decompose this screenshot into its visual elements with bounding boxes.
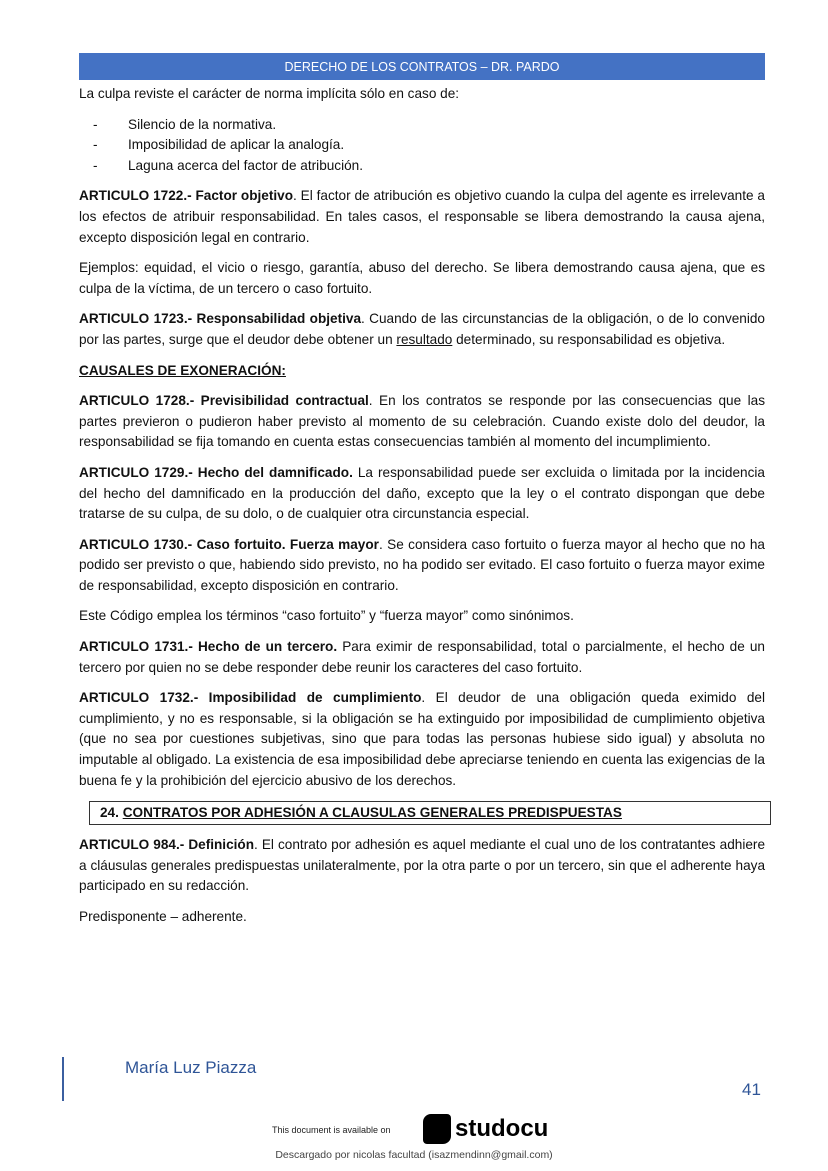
article-1722 [79, 186, 765, 248]
article-title: ARTICULO 1728.- Previsibilidad contractual [79, 393, 369, 409]
section-heading [89, 801, 771, 825]
section-number: 24. [100, 805, 123, 821]
article-text: . El contrato por adhesión es aquel mediante el cual uno de los contratantes adhiere a cláusulas generales predispuestas unilateralmente, por la otra parte o por un tercero, sin que el adherente haya participado en su redacción. [79, 837, 766, 894]
bullet-list [79, 115, 765, 177]
underlined-word: resultado [396, 331, 453, 347]
article-title: ARTICULO 1731.- Hecho de un tercero. [79, 639, 338, 655]
list-item: - Imposibilidad de aplicar la analogía. [79, 135, 765, 156]
article-text: determinado, su responsabilidad es objetiva. [452, 331, 726, 347]
article-984 [79, 835, 765, 897]
heading-text: CAUSALES DE EXONERACIÓN: [79, 362, 286, 378]
article-text: . El factor de atribución es objetivo cuando la culpa del agente es irrelevante a los efectos de atribuir responsabilidad. En tales casos, el responsable se libera demostrando la causa ajena, excepto disposición legal en contrario. [79, 188, 765, 245]
article-title: ARTICULO 1723.- Responsabilidad objetiva [79, 311, 362, 327]
article-title: ARTICULO 984.- Definición [79, 837, 255, 853]
article-1723 [79, 309, 765, 350]
intro-paragraph: La culpa reviste el carácter de norma implícita sólo en caso de: [79, 86, 460, 101]
list-item: - Laguna acerca del factor de atribución. [79, 156, 765, 177]
document-body [79, 84, 765, 938]
footer-divider [62, 1057, 64, 1101]
studocu-logo[interactable] [423, 1114, 548, 1144]
article-1732 [79, 688, 765, 791]
article-text: La responsabilidad puede ser excluida o limitada por la incidencia del hecho del damnificado en la producción del daño, excepto que la ley o el contrato dispongan que debe tratarse de su culpa, de su dolo, o de cualquier otra circunstancia especial. [79, 464, 765, 522]
availability-text: This document is available on [272, 1125, 391, 1135]
predisponente-paragraph: Predisponente – adherente. [79, 909, 247, 924]
article-1731 [79, 637, 765, 678]
causales-heading [79, 361, 765, 382]
article-1729 [79, 463, 765, 525]
studocu-logo-icon [423, 1114, 451, 1144]
download-notice: Descargado por nicolas facultad (isazmendinn@gmail.com) [275, 1149, 553, 1161]
section-title: CONTRATOS POR ADHESIÓN A CLAUSULAS GENERALES PREDISPUESTAS [122, 805, 622, 821]
article-1730 [79, 535, 765, 597]
article-text: Para eximir de responsabilidad, total o parcialmente, el hecho de un tercero por quien no se debe responder debe reunir los caracteres del caso fortuito. [79, 639, 765, 675]
article-title: ARTICULO 1730.- Caso fortuito. Fuerza mayor [79, 536, 379, 552]
article-title: ARTICULO 1732.- Imposibilidad de cumplimiento [79, 690, 422, 706]
examples-paragraph: Ejemplos: equidad, el vicio o riesgo, garantía, abuso del derecho. Se libera demostrando causa ajena, que es culpa de la víctima, de un tercero o caso fortuito. [79, 260, 765, 296]
page-number: 41 [742, 1080, 761, 1099]
article-text: . Cuando de las circunstancias de la obligación, o de lo convenido por las partes, surge que el deudor debe obtener un [79, 311, 765, 347]
footer-author: María Luz Piazza [125, 1058, 257, 1077]
article-text: . Se considera caso fortuito o fuerza mayor al hecho que no ha podido ser previsto o que, habiendo sido previsto, no ha podido ser evitado. El caso fortuito o fuerza mayor exime de responsabilidad, excepto disposición en contrario. [79, 536, 765, 593]
article-1728 [79, 391, 765, 453]
article-text: . En los contratos se responde por las consecuencias que las partes previeron o pudieron haber previsto al momento de su celebración. Cuando existe dolo del deudor, la responsabilidad se fija tomando en cuenta estas consecuencias también al momento del incumplimiento. [79, 393, 766, 450]
brand-name: studocu [455, 1115, 549, 1142]
page-header: DERECHO DE LOS CONTRATOS – DR. PARDO [79, 53, 765, 80]
article-text: . El deudor de una obligación queda eximido del cumplimiento, y no es responsable, si la obligación se ha extinguido por imposibilidad de cumplimiento objetiva (que no sea por cuestiones subjetivas, sino que para todas las personas hubiese sido igual) y absoluta no imputable al obligado. La existencia de esa imposibilidad debe apreciarse teniendo en cuenta las exigencias de la buena fe y la prohibición del ejercicio abusivo de los derechos. [79, 690, 765, 788]
list-item: - Silencio de la normativa. [79, 115, 765, 136]
article-title: ARTICULO 1722.- Factor objetivo [79, 188, 294, 204]
article-title: ARTICULO 1729.- Hecho del damnificado. [79, 464, 353, 480]
codigo-paragraph: Este Código emplea los términos “caso fortuito” y “fuerza mayor” como sinónimos. [79, 608, 574, 624]
